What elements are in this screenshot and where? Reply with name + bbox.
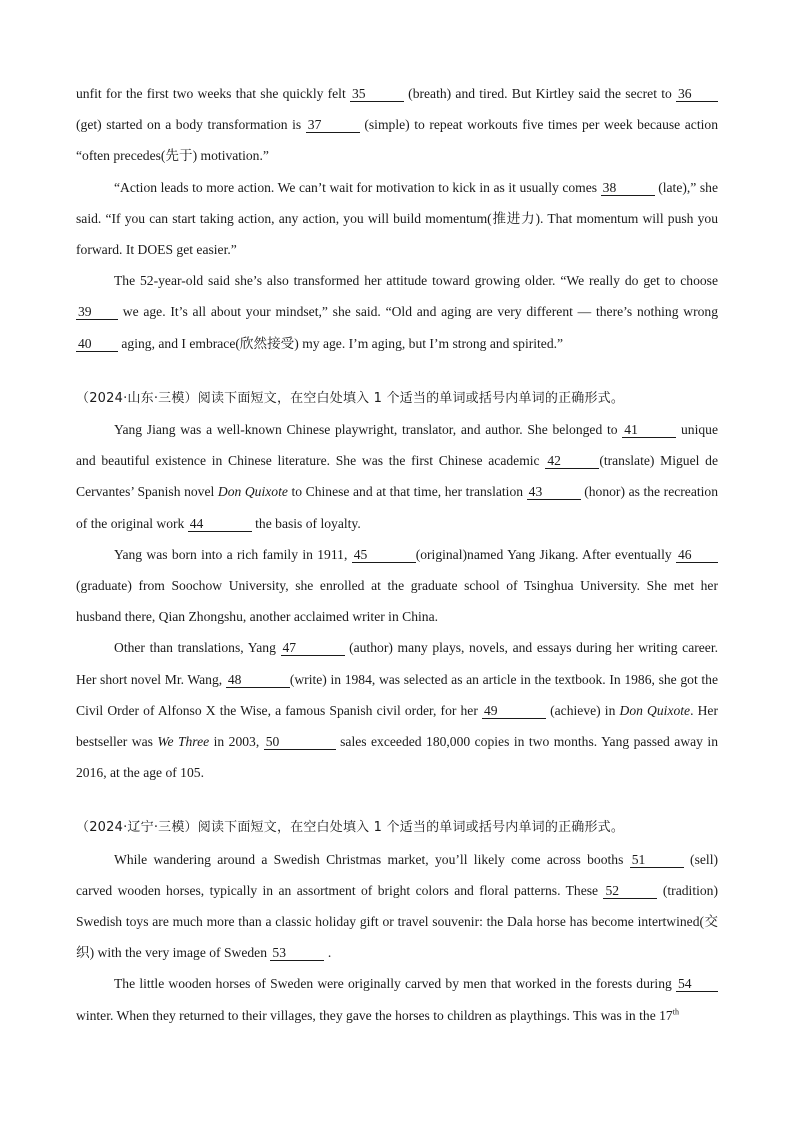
text: we age. It’s all about your mindset,” she said. “Old and aging are very different — there’s nothing wrong [118,304,718,320]
paragraph-fitness-1 [76,78,718,172]
blank-37[interactable]: 37 [306,117,360,133]
text: (translate) Miguel de Cervantes’ Spanish novel [76,453,718,500]
text: Other than translations, Yang [114,640,281,656]
text: to Chinese and at that time, her translation [287,484,527,500]
superscript: th [672,1007,679,1017]
text: The 52-year-old said she’s also transformed her attitude toward growing older. “We really do get to choose [114,273,718,289]
blank-46[interactable]: 46 [676,547,718,563]
blank-49[interactable]: 49 [482,703,546,719]
text: (author) many plays, novels, and essays during her writing career. Her short novel Mr. Wang, [76,640,718,687]
text: (breath) and tired. But Kirtley said the secret to [403,86,676,101]
text: (late),” she said. “If you can start taking action, any action, you will build momentum(推进力). That momentum will push you forward. It DOES get easier.” [76,179,718,258]
text: sales exceeded 180,000 copies in two months. Yang passed away in 2016, at the age of 105. [76,734,719,781]
italic-title: Don Quixote [217,484,288,500]
blank-50[interactable]: 50 [264,734,336,750]
blank-40[interactable]: 40 [76,336,118,352]
text: Yang was born into a rich family in 1911, [114,546,352,562]
blank-48[interactable]: 48 [226,672,290,688]
blank-52[interactable]: 52 [603,883,657,899]
text: While wandering around a Swedish Christmas market, you’ll likely come across booths [114,851,630,867]
text: The little wooden horses of Sweden were originally carved by men that worked in the forests during [114,976,676,992]
blank-51[interactable]: 51 [630,852,684,868]
blank-41[interactable]: 41 [622,422,676,438]
section-heading-liaoning: （2024·辽宁·三模）阅读下面短文，在空白处填入 1 个适当的单词或括号内单词的正确形式。 [76,820,625,836]
text: the basis of loyalty. [251,515,361,531]
text: (original)named Yang Jikang. After eventually [415,546,676,562]
italic-title: We Three [157,734,210,750]
text: (simple) to repeat workouts five times per week because action “often precedes(先于) motivation.” [76,117,718,164]
paragraph-yang-1 [76,414,718,539]
text: . Her bestseller was [76,702,718,750]
paragraph-fitness-2 [76,172,718,266]
blank-54[interactable]: 54 [676,976,718,992]
text: aging, and I embrace(欣然接受) my age. I’m aging, but I’m strong and spirited.” [118,335,564,351]
text: “Action leads to more action. We can’t wait for motivation to kick in as it usually comes [114,179,601,195]
italic-title: Don Quixote [619,702,691,718]
blank-53[interactable]: 53 [270,945,324,961]
blank-38[interactable]: 38 [601,180,655,196]
text: . [324,945,332,961]
paragraph-dala-2 [76,968,718,1030]
blank-47[interactable]: 47 [281,640,345,656]
text: (get) started on a body transformation is [76,117,306,133]
blank-35[interactable]: 35 [350,86,404,102]
text: unique and beautiful existence in Chinese literature. She was the first Chinese academic [76,422,718,469]
paragraph-fitness-3 [76,265,718,359]
blank-44[interactable]: 44 [188,516,252,532]
text: unfit for the first two weeks that she quickly felt [76,86,350,101]
text: Yang Jiang was a well-known Chinese playwright, translator, and author. She belonged to [114,422,623,438]
text: (honor) as the recreation of the original work [76,484,719,531]
paragraph-yang-3 [76,632,718,788]
paragraph-dala-1 [76,844,718,969]
section-heading-shandong: （2024·山东·三模）阅读下面短文，在空白处填入 1 个适当的单词或括号内单词的正确形式。 [76,390,625,406]
text: (graduate) from Soochow University, she enrolled at the graduate school of Tsinghua University. She met her husband there, Qian Zhongshu, another acclaimed writer in China. [76,578,718,625]
blank-42[interactable]: 42 [545,453,599,469]
blank-36[interactable]: 36 [676,86,718,102]
text: in 2003, [209,734,264,750]
blank-45[interactable]: 45 [352,547,416,563]
text: (achieve) in [546,702,620,718]
text: (write) in 1984, was selected as an article in the textbook. In 1986, she got the Civil Order of Alfonso X the Wise, a famous Spanish civil order, for her [76,671,718,718]
document-content [76,78,718,1031]
text: (tradition) Swedish toys are much more than a classic holiday gift or travel souvenir: the Dala horse has become intertwined(交织) with the very image of Sweden [76,882,718,961]
text: winter. When they returned to their villages, they gave the horses to children as playthings. This was in the 17 [76,1007,673,1023]
paragraph-yang-2 [76,539,718,633]
text: (sell) carved wooden horses, typically in an assortment of bright colors and floral patterns. These [76,851,718,898]
blank-39[interactable]: 39 [76,304,118,320]
blank-43[interactable]: 43 [527,484,581,500]
